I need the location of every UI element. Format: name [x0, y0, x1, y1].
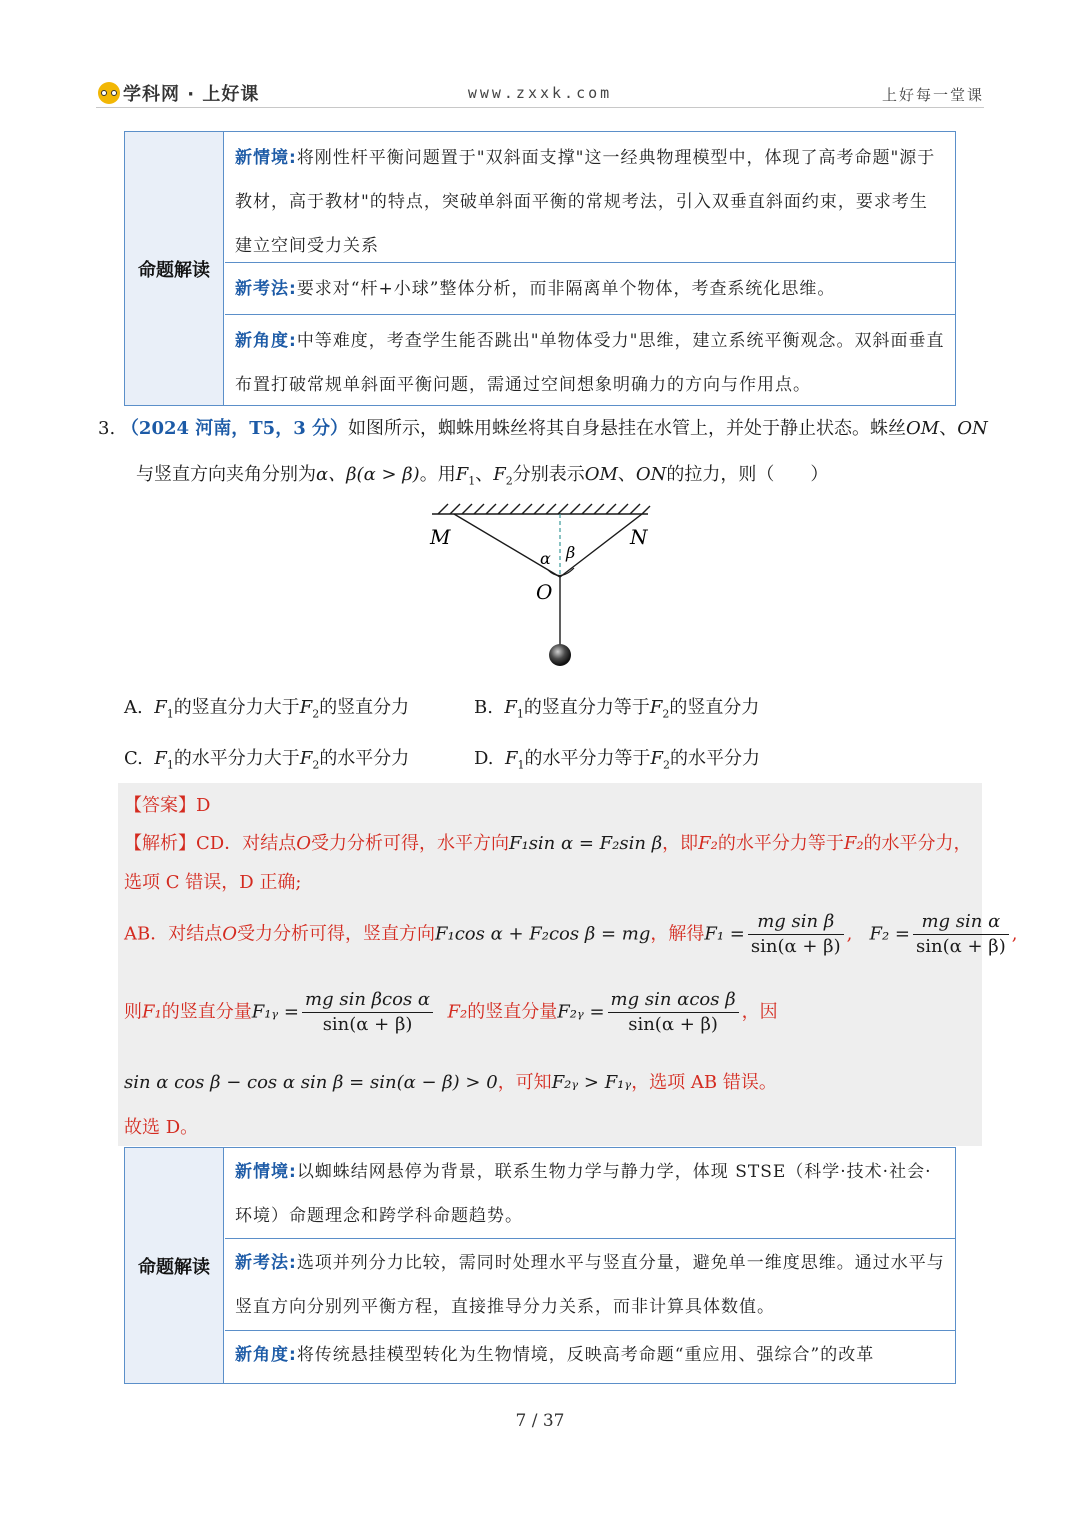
- option-a[interactable]: A. $F_1$的竖直分力大于$F_2$的竖直分力: [124, 697, 410, 721]
- header-divider: [96, 107, 984, 108]
- fraction-F2: $\frac{\text{mg sin α}}{\sin(\alpha + \beta)}$: [913, 910, 1009, 959]
- label-O: O: [536, 580, 553, 604]
- option-b[interactable]: B. $F_1$的竖直分力等于$F_2$的竖直分力: [474, 697, 760, 721]
- label-N: N: [630, 525, 648, 549]
- solution-line-5: sin α cos β − cos α sin β = sin(α − β) > 0，可知F₂ᵧ > F₁ᵧ，选项 AB 错误。: [124, 1072, 777, 1093]
- analysis-row-new-method: 新考法:选项并列分力比较，需同时处理水平与竖直分量，避免单一维度思维。通过水平与竖直方向分别列平衡方程，直接推导分力关系，而非计算具体数值。: [225, 1239, 955, 1331]
- question-line-2: 与竖直方向夹角分别为α、β(α > β)。用$F_1$、$F_2$分别表示OM、ON的拉力，则（ ）: [136, 464, 829, 488]
- solution-line-2: 选项 C 错误，D 正确;: [124, 872, 302, 893]
- site-url[interactable]: www.zxxk.com: [467, 84, 613, 102]
- solution-line-4: 则F₁的竖直分量F₁ᵧ = $\frac{\text{mg sin βcos α}}{\sin(\alpha + \beta)}$ F₂的竖直分量F₂ᵧ = $\frac{\text{mg sin αcos β}}{\sin(\alpha + \beta)}$ ，因: [124, 989, 778, 1035]
- fraction-F2y: $\frac{\text{mg sin αcos β}}{\sin(\alpha + \beta)}$: [608, 988, 739, 1037]
- fraction-F1: $\frac{\text{mg sin β}}{\sin(\alpha + \beta)}$: [748, 910, 844, 959]
- analysis-row-new-angle: 新角度:将传统悬挂模型转化为生物情境，反映高考命题“重应用、强综合”的改革: [235, 1345, 875, 1365]
- analysis-label: 命题解读: [125, 1148, 224, 1383]
- fraction-F1y: $\frac{\text{mg sin βcos α}}{\sin(\alpha + \beta)}$: [302, 988, 433, 1037]
- analysis-row-new-angle: 新角度:中等难度，考查学生能否跳出"单物体受力"思维，建立系统平衡观念。双斜面垂直布置打破常规单斜面平衡问题，需通过空间想象明确力的方向与作用点。: [235, 331, 945, 395]
- page-number: 7 / 37: [515, 1411, 565, 1431]
- analysis-table-2: [124, 1147, 956, 1384]
- question-line-1: 3. （2024 河南，T5，3 分）如图所示，蜘蛛用蛛丝将其自身悬挂在水管上，并处于静止状态。蛛丝OM、ON: [98, 418, 988, 439]
- brand-name: 学科网 · 上好课: [123, 84, 260, 105]
- analysis-row-new-context: 新情境:将刚性杆平衡问题置于"双斜面支撑"这一经典物理模型中，体现了高考命题"源于教材，高于教材"的特点，突破单斜面平衡的常规考法，引入双垂直斜面约束，要求考生建立空间受力关系: [225, 132, 955, 263]
- question-source: （2024 河南，T5，3 分）: [120, 418, 348, 439]
- solution-line-3: AB．对结点O受力分析可得，竖直方向F₁cos α + F₂cos β = mg，解得F₁ = $\frac{\text{mg sin β}}{\sin(\alpha + \beta)}$ , F₂ = $\frac{\text{mg sin α}}{\sin(\alpha + \beta)}$ ,: [124, 911, 1018, 957]
- option-c[interactable]: C. $F_1$的水平分力大于$F_2$的水平分力: [124, 748, 410, 772]
- question-number: 3.: [98, 418, 116, 439]
- solution-line-1: 【解析】CD．对结点O受力分析可得，水平方向F₁sin α = F₂sin β，即F₂的水平分力等于F₂的水平分力，: [124, 833, 972, 854]
- analysis-label: 命题解读: [125, 132, 224, 405]
- analysis-row-new-context: 新情境:以蜘蛛结网悬停为背景，联系生物力学与静力学，体现 STSE（科学·技术·社会·环境）命题理念和跨学科命题趋势。: [225, 1148, 955, 1239]
- solution-conclusion: 故选 D。: [124, 1117, 199, 1138]
- analysis-row-new-method: 新考法:要求对“杆+小球”整体分析，而非隔离单个物体，考查系统化思维。: [225, 263, 955, 315]
- spider-silk-figure: [420, 500, 660, 675]
- label-beta: β: [566, 543, 576, 562]
- pipe-hatching: [432, 504, 650, 514]
- option-d[interactable]: D. $F_1$的水平分力等于$F_2$的水平分力: [474, 748, 760, 772]
- analysis-table-1: [124, 131, 956, 406]
- slogan: 上好每一堂课: [881, 86, 984, 104]
- answer-line: 【答案】D: [124, 795, 211, 816]
- label-M: M: [430, 525, 451, 549]
- spider-ball: [549, 644, 571, 666]
- label-alpha: α: [540, 549, 551, 568]
